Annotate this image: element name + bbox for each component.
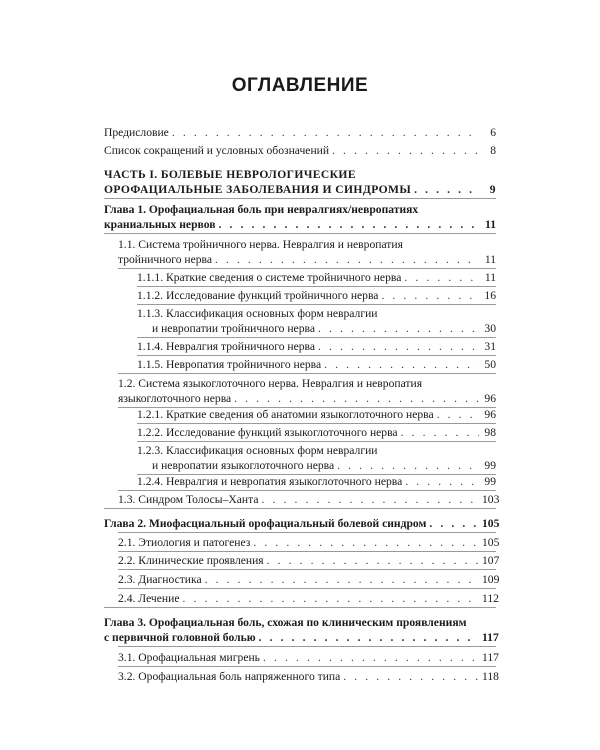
toc-entry-title: 1.1.4. Невралгия тройничного нерва bbox=[137, 340, 316, 353]
toc-entry-title: Список сокращений и условных обозначений bbox=[104, 144, 330, 157]
toc-page-number: 50 bbox=[484, 358, 496, 371]
entry-separator bbox=[137, 286, 496, 287]
entry-separator bbox=[118, 569, 496, 570]
toc-entry-title: краниальных нервов bbox=[104, 218, 216, 231]
toc-entry-title: 2.3. Диагностика bbox=[118, 573, 202, 586]
toc-page-number: 96 bbox=[484, 408, 496, 421]
entry-separator bbox=[104, 233, 496, 234]
toc-page-number: 117 bbox=[482, 651, 499, 664]
entry-separator bbox=[137, 441, 496, 442]
entry-separator bbox=[118, 490, 496, 491]
toc-entry[interactable] bbox=[137, 339, 496, 354]
dot-leader bbox=[343, 669, 479, 684]
toc-entry[interactable] bbox=[118, 591, 499, 606]
dot-leader bbox=[182, 591, 479, 606]
toc-entry-title-line: 1.1.3. Классификация основных форм невралгии bbox=[137, 307, 378, 320]
toc-entry-title-line: Глава 1. Орофациальная боль при невралгиях/невропатиях bbox=[104, 203, 419, 216]
toc-entry-title: 3.2. Орофациальная боль напряженного типа bbox=[118, 670, 341, 683]
toc-entry-title: 1.2.1. Краткие сведения об анатомии языкоглоточного нерва bbox=[137, 408, 434, 421]
toc-entry[interactable] bbox=[118, 650, 499, 665]
toc-entry-title: Глава 2. Миофасциальный орофациальный болевой синдром bbox=[104, 517, 427, 530]
toc-entry-title: 1.1.2. Исследование функций тройничного нерва bbox=[137, 289, 379, 302]
toc-entry-title: 1.2.4. Невралгия и невропатия языкоглоточного нерва bbox=[137, 475, 403, 488]
toc-entry[interactable] bbox=[118, 376, 496, 406]
toc-entry-title: и невропатии языкоглоточного нерва bbox=[152, 459, 335, 472]
toc-page-number: 11 bbox=[484, 253, 496, 266]
toc-entry[interactable] bbox=[104, 143, 496, 158]
toc-entry[interactable] bbox=[137, 270, 496, 285]
toc-entry[interactable] bbox=[118, 492, 500, 507]
dot-leader bbox=[318, 321, 479, 336]
toc-entry-title: 1.1.5. Невропатия тройничного нерва bbox=[137, 358, 322, 371]
toc-entry[interactable] bbox=[137, 407, 496, 422]
entry-separator bbox=[137, 423, 496, 424]
toc-entry-title: с первичной головной болью bbox=[104, 631, 256, 644]
toc-page-number: 103 bbox=[482, 493, 500, 506]
dot-leader bbox=[404, 270, 479, 285]
entry-separator bbox=[118, 373, 496, 374]
entry-separator bbox=[118, 532, 496, 533]
dot-leader bbox=[263, 650, 479, 665]
toc-entry-title: языкоглоточного нерва bbox=[118, 392, 232, 405]
dot-leader bbox=[429, 516, 479, 531]
page-title: ОГЛАВЛЕНИЕ bbox=[231, 75, 369, 96]
toc-entry-title: 3.1. Орофациальная мигрень bbox=[118, 651, 260, 664]
toc-entry-title: 1.3. Синдром Толосы–Ханта bbox=[118, 493, 259, 506]
toc-page-number: 11 bbox=[484, 271, 496, 284]
dot-leader bbox=[414, 182, 479, 197]
entry-separator bbox=[104, 198, 496, 199]
toc-entry[interactable] bbox=[137, 443, 496, 473]
dot-leader bbox=[172, 125, 479, 140]
toc-entry-title: Предисловие bbox=[104, 126, 169, 139]
toc-entry[interactable] bbox=[104, 202, 496, 232]
dot-leader bbox=[318, 339, 479, 354]
entry-separator bbox=[118, 268, 496, 269]
toc-page-number: 16 bbox=[484, 289, 496, 302]
toc-entry[interactable] bbox=[118, 237, 496, 267]
toc-page-number: 105 bbox=[482, 536, 500, 549]
toc-page-number: 117 bbox=[482, 631, 499, 644]
entry-separator bbox=[137, 355, 496, 356]
toc-entry[interactable] bbox=[104, 615, 499, 645]
entry-separator bbox=[104, 607, 496, 608]
toc-entry[interactable] bbox=[137, 425, 496, 440]
toc-page-number: 30 bbox=[484, 322, 496, 335]
entry-separator bbox=[118, 551, 496, 552]
toc-entry[interactable] bbox=[118, 669, 499, 684]
toc-entry-title-line: 1.1. Система тройничного нерва. Невралгия и невропатия bbox=[118, 238, 403, 251]
toc-page-number: 105 bbox=[482, 517, 500, 530]
toc-entry[interactable] bbox=[118, 535, 500, 550]
dot-leader bbox=[401, 425, 479, 440]
entry-separator bbox=[104, 508, 496, 509]
toc-entry[interactable] bbox=[137, 288, 496, 303]
dot-leader bbox=[253, 535, 479, 550]
dot-leader bbox=[259, 630, 479, 645]
toc-page-number: 107 bbox=[482, 554, 500, 567]
toc-entry[interactable] bbox=[104, 516, 500, 531]
toc-page-number: 31 bbox=[484, 340, 496, 353]
toc-page-number: 6 bbox=[490, 126, 496, 139]
toc-page-number: 109 bbox=[482, 573, 500, 586]
toc-entry-title: ОРОФАЦИАЛЬНЫЕ ЗАБОЛЕВАНИЯ И СИНДРОМЫ bbox=[104, 183, 412, 196]
toc-entry-title-line: 1.2. Система языкоглоточного нерва. Невралгия и невропатия bbox=[118, 377, 423, 390]
toc-entry[interactable] bbox=[137, 357, 496, 372]
dot-leader bbox=[381, 288, 479, 303]
dot-leader bbox=[261, 492, 479, 507]
dot-leader bbox=[205, 572, 479, 587]
toc-entry[interactable] bbox=[104, 167, 496, 197]
dot-leader bbox=[324, 357, 479, 372]
toc-page-number: 8 bbox=[490, 144, 496, 157]
dot-leader bbox=[405, 474, 479, 489]
toc-entry-title: 2.4. Лечение bbox=[118, 592, 180, 605]
toc-page-number: 11 bbox=[485, 218, 496, 231]
toc-entry[interactable] bbox=[104, 125, 496, 140]
toc-page-number: 98 bbox=[484, 426, 496, 439]
toc-entry[interactable] bbox=[118, 553, 500, 568]
toc-page-number: 118 bbox=[482, 670, 499, 683]
toc-entry-title-line: 1.2.3. Классификация основных форм невралгии bbox=[137, 444, 378, 457]
toc-entry-title-line: Глава 3. Орофациальная боль, схожая по клиническим проявлениям bbox=[104, 616, 467, 629]
toc-entry[interactable] bbox=[118, 572, 500, 587]
toc-entry-title: 2.2. Клинические проявления bbox=[118, 554, 264, 567]
dot-leader bbox=[234, 391, 479, 406]
toc-entry-title: 1.2.2. Исследование функций языкоглоточного нерва bbox=[137, 426, 398, 439]
dot-leader bbox=[437, 407, 479, 422]
toc-page-number: 9 bbox=[489, 183, 496, 196]
entry-separator bbox=[137, 337, 496, 338]
toc-entry[interactable] bbox=[137, 306, 496, 336]
toc-page-number: 96 bbox=[484, 392, 496, 405]
entry-separator bbox=[118, 646, 496, 647]
dot-leader bbox=[337, 458, 479, 473]
entry-separator bbox=[137, 304, 496, 305]
toc-entry-title: 2.1. Этиология и патогенез bbox=[118, 536, 251, 549]
toc-page-number: 112 bbox=[482, 592, 499, 605]
toc-page-number: 99 bbox=[484, 459, 496, 472]
toc-entry-title: и невропатии тройничного нерва bbox=[152, 322, 315, 335]
dot-leader bbox=[267, 553, 479, 568]
toc-entry[interactable] bbox=[137, 474, 496, 489]
dot-leader bbox=[332, 143, 479, 158]
entry-separator bbox=[118, 666, 496, 667]
toc-entry-title: тройничного нерва bbox=[118, 253, 213, 266]
toc-entry-title: 1.1.1. Краткие сведения о системе тройничного нерва bbox=[137, 271, 402, 284]
dot-leader bbox=[218, 217, 479, 232]
dot-leader bbox=[215, 252, 479, 267]
toc-entry-title-line: ЧАСТЬ I. БОЛЕВЫЕ НЕВРОЛОГИЧЕСКИЕ bbox=[104, 168, 356, 181]
toc-page-number: 99 bbox=[484, 475, 496, 488]
entry-separator bbox=[118, 588, 496, 589]
